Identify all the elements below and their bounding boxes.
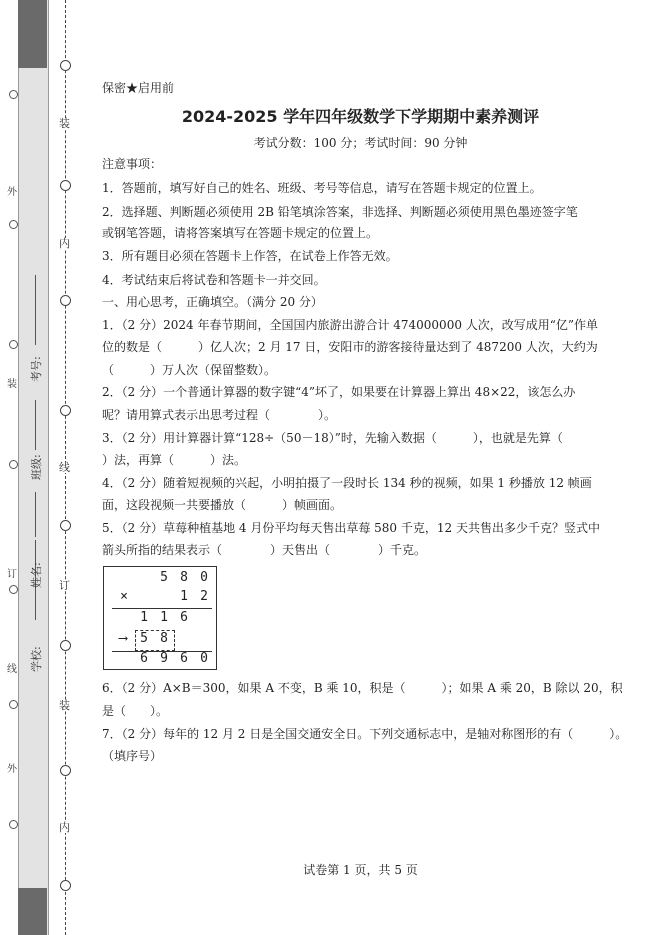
name-underline — [35, 492, 36, 537]
calc-row — [104, 651, 216, 671]
question-3-line: 3．（2 分）用计算器计算“128÷（50－18）”时，先输入数据（ ），也就是先算（ — [102, 431, 563, 445]
outer-word: 装 — [7, 379, 17, 390]
class-label: 班级: — [30, 454, 43, 480]
page-footer: 试卷第 1 页，共 5 页 — [303, 863, 418, 877]
binding-word: 内 — [59, 821, 70, 834]
binding-hole — [60, 295, 71, 306]
question-2-line: 呢？请用算式表示出思考过程（ ）。 — [102, 408, 337, 422]
calc-row — [104, 610, 216, 630]
binding-hole — [60, 180, 71, 191]
outer-hole — [9, 820, 18, 829]
calc-digit: 1 — [140, 610, 148, 625]
notes-heading: 注意事项： — [102, 157, 163, 171]
calc-digit: 0 — [200, 570, 208, 585]
binding-word: 装 — [59, 117, 70, 130]
school-label: 学校: — [30, 646, 43, 672]
binding-word: 装 — [59, 699, 70, 712]
calc-digit: 0 — [200, 651, 208, 666]
calc-row — [104, 631, 216, 651]
note-item: 3．所有题目必须在答题卡上作答，在试卷上作答无效。 — [102, 249, 398, 263]
exam-meta: 考试分数：100 分；考试时间：90 分钟 — [253, 136, 468, 150]
calc-digit: 9 — [160, 651, 168, 666]
binding-hole — [60, 640, 71, 651]
binding-strip-dark-top — [18, 0, 47, 68]
question-4-line: 面，这段视频一共要播放（ ）帧画面。 — [102, 498, 343, 512]
note-item: 2．选择题、判断题必须使用 2B 铅笔填涂答案，非选择、判断题必须使用黑色墨迹签字笔 — [102, 205, 578, 219]
question-7-line: 7．（2 分）每年的 12 月 2 日是全国交通安全日。下列交通标志中，是轴对称图形的有（ ）。 — [102, 727, 628, 741]
calc-digit: 6 — [180, 651, 188, 666]
binding-strip-dark-bottom — [18, 888, 47, 935]
binding-word: 订 — [59, 579, 70, 592]
name-label: 姓名: — [30, 562, 43, 588]
page-title: 2024-2025 学年四年级数学下学期期中素养测评 — [181, 107, 540, 126]
calc-row — [104, 570, 216, 590]
vertical-multiplication — [103, 566, 217, 670]
question-5-line: 5．（2 分）草莓种植基地 4 月份平均每天售出草莓 580 千克，12 天共售出多少千克？竖式中 — [102, 521, 600, 535]
outer-word: 外 — [7, 764, 17, 775]
binding-word: 内 — [59, 237, 70, 250]
calc-digit: 6 — [140, 651, 148, 666]
calc-digit: 5 — [160, 570, 168, 585]
question-3-line: ）法，再算（ ）法。 — [102, 453, 247, 467]
binding-hole — [60, 880, 71, 891]
question-5-line: 箭头所指的结果表示（ ）天售出（ ）千克。 — [102, 543, 427, 557]
question-1-line: （ ）万人次（保留整数）。 — [102, 363, 277, 377]
binding-hole — [60, 765, 71, 776]
calc-digit: 8 — [160, 631, 168, 646]
question-6-line: 是（ ）。 — [102, 704, 169, 718]
question-1-line: 1．（2 分）2024 年春节期间，全国国内旅游出游合计 474000000 人次，改写成用“亿”作单 — [102, 318, 599, 332]
question-2-line: 2．（2 分）一个普通计算器的数字键“4”坏了，如果要在计算器上算出 48×22，该怎么办 — [102, 385, 576, 399]
question-4-line: 4．（2 分）随着短视频的兴起，小明拍摄了一段时长 134 秒的视频，如果 1 秒播放 12 帧画 — [102, 476, 592, 490]
binding-hole — [60, 60, 71, 71]
calc-digit: 1 — [160, 610, 168, 625]
question-7-line: （填序号） — [102, 749, 163, 763]
outer-word: 订 — [7, 569, 17, 580]
note-item: 或钢笔答题，请将答案填写在答题卡规定的位置上。 — [102, 226, 379, 240]
calc-rule — [112, 608, 212, 609]
calc-digit: 1 — [180, 589, 188, 604]
binding-hole — [60, 520, 71, 531]
outer-word: 外 — [7, 187, 17, 198]
question-6-line: 6．（2 分）A×B＝300，如果 A 不变，B 乘 10，积是（ ）；如果 A 乘 20，B 除以 20，积 — [102, 681, 623, 695]
binding-hole — [60, 405, 71, 416]
confidential-mark: 保密★启用前 — [102, 81, 175, 95]
section-heading: 一、用心思考，正确填空。（满分 20 分） — [102, 295, 323, 309]
calc-digit: 8 — [180, 570, 188, 585]
outer-hole — [9, 700, 18, 709]
outer-hole — [9, 90, 18, 99]
multiply-sign: × — [120, 589, 128, 604]
outer-hole — [9, 340, 18, 349]
calc-digit: 2 — [200, 589, 208, 604]
outer-word: 线 — [7, 664, 17, 675]
calc-digit: 5 — [140, 631, 148, 646]
question-1-line: 位的数是（ ）亿人次；2 月 17 日，安阳市的游客接待量达到了 487200 人次，大约为 — [102, 340, 598, 354]
exam-number-label: 考号: — [30, 356, 43, 382]
exam-number-underline — [35, 275, 36, 345]
binding-word: 线 — [59, 461, 70, 474]
outer-hole — [9, 460, 18, 469]
outer-hole — [9, 585, 18, 594]
note-item: 1．答题前，填写好自己的姓名、班级、考号等信息，请写在答题卡规定的位置上。 — [102, 181, 542, 195]
outer-hole — [9, 220, 18, 229]
arrow-icon: ⟶ — [119, 631, 127, 646]
note-item: 4．考试结束后将试卷和答题卡一并交回。 — [102, 273, 326, 287]
calc-row — [104, 589, 216, 609]
calc-digit: 6 — [180, 610, 188, 625]
class-underline — [35, 400, 36, 450]
